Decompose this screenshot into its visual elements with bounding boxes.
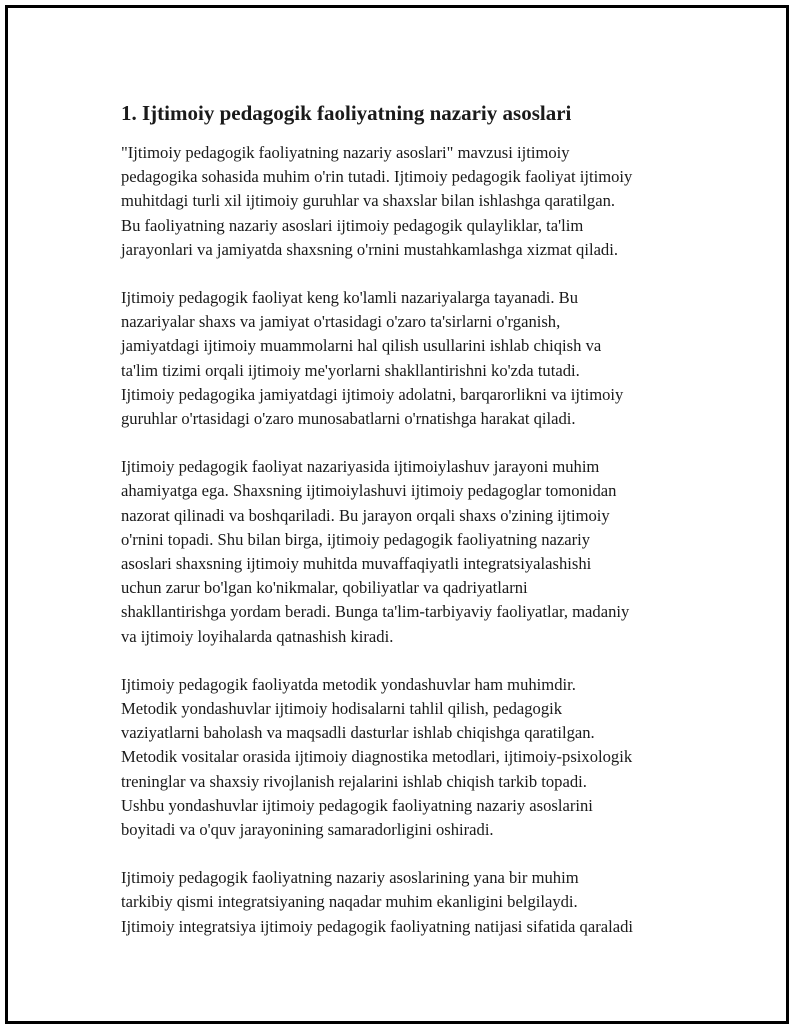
paragraph-2 xyxy=(121,286,701,431)
text-line: "Ijtimoiy pedagogik faoliyatning nazariy asoslari" mavzusi ijtimoiy xyxy=(121,143,570,162)
text-line: nazorat qilinadi va boshqariladi. Bu jarayon orqali shaxs o'zining ijtimoiy xyxy=(121,505,610,525)
text-line: uchun zarur bo'lgan ko'nikmalar, qobiliyatlar va qadriyatlarni xyxy=(121,578,528,598)
text-line: Metodik vositalar orasida ijtimoiy diagnostika metodlari, ijtimoiy-psixologik xyxy=(121,747,633,767)
text-line: Ijtimoiy pedagogik faoliyat nazariyasida ijtimoiylashuv jarayoni muhim xyxy=(121,457,600,477)
text-line: jarayonlari va jamiyatda shaxsning o'rnini mustahkamlashga xizmat qiladi. xyxy=(121,239,618,259)
text-line: Ijtimoiy pedagogik faoliyat keng ko'lamli nazariyalarga tayanadi. Bu xyxy=(121,288,579,308)
text-line: ta'lim tizimi orqali ijtimoiy me'yorlarni shakllantirishni ko'zda tutadi. xyxy=(121,360,580,380)
document-body xyxy=(121,100,701,963)
section-heading: 1. Ijtimoiy pedagogik faoliyatning nazariy asoslari xyxy=(121,101,572,125)
text-line: tarkibiy qismi integratsiyaning naqadar muhim ekanligini belgilaydi. xyxy=(121,892,578,912)
text-line: o'rnini topadi. Shu bilan birga, ijtimoiy pedagogik faoliyatning nazariy xyxy=(121,529,591,549)
text-line: treninglar va shaxsiy rivojlanish rejalarini ishlab chiqish tarkib topadi. xyxy=(121,771,587,791)
text-line: jamiyatdagi ijtimoiy muammolarni hal qilish usullarini ishlab chiqish va xyxy=(121,336,602,356)
text-line: ahamiyatga ega. Shaxsning ijtimoiylashuvi ijtimoiy pedagoglar tomonidan xyxy=(121,481,617,501)
text-line: nazariyalar shaxs va jamiyat o'rtasidagi o'zaro ta'sirlarni o'rganish, xyxy=(121,312,561,332)
text-line: boyitadi va o'quv jarayonining samaradorligini oshiradi. xyxy=(121,820,494,840)
text-line: Bu faoliyatning nazariy asoslari ijtimoiy pedagogik qulayliklar, ta'lim xyxy=(121,215,584,235)
text-line: va ijtimoiy loyihalarda qatnashish kiradi. xyxy=(121,626,394,646)
text-line: shakllantirishga yordam beradi. Bunga ta'lim-tarbiyaviy faoliyatlar, madaniy xyxy=(121,602,630,622)
text-line: Ijtimoiy pedagogika jamiyatdagi ijtimoiy adolatni, barqarorlikni va ijtimoiy xyxy=(121,384,624,404)
text-line: asoslari shaxsning ijtimoiy muhitda muvaffaqiyatli integratsiyalashishi xyxy=(121,554,592,574)
paragraph-3 xyxy=(121,455,701,649)
text-line: guruhlar o'rtasidagi o'zaro munosabatlarni o'rnatishga harakat qiladi. xyxy=(121,409,576,429)
paragraph-4 xyxy=(121,673,701,842)
page-frame xyxy=(5,5,789,1024)
text-line: Ijtimoiy integratsiya ijtimoiy pedagogik faoliyatning natijasi sifatida qaraladi xyxy=(121,916,633,936)
text-line: muhitdagi turli xil ijtimoiy guruhlar va shaxslar bilan ishlashga qaratilgan. xyxy=(121,191,616,211)
paragraph-1 xyxy=(121,141,701,262)
text-line: Ijtimoiy pedagogik faoliyatning nazariy asoslarining yana bir muhim xyxy=(121,868,579,888)
text-line: Metodik yondashuvlar ijtimoiy hodisalarni tahlil qilish, pedagogik xyxy=(121,699,563,719)
text-line: vaziyatlarni baholash va maqsadli dasturlar ishlab chiqishga qaratilgan. xyxy=(121,723,595,743)
paragraph-5 xyxy=(121,866,701,939)
text-line: Ijtimoiy pedagogik faoliyatda metodik yondashuvlar ham muhimdir. xyxy=(121,674,576,694)
text-line: pedagogika sohasida muhim o'rin tutadi. Ijtimoiy pedagogik faoliyat ijtimoiy xyxy=(121,167,633,187)
text-line: Ushbu yondashuvlar ijtimoiy pedagogik faoliyatning nazariy asoslarini xyxy=(121,795,593,815)
